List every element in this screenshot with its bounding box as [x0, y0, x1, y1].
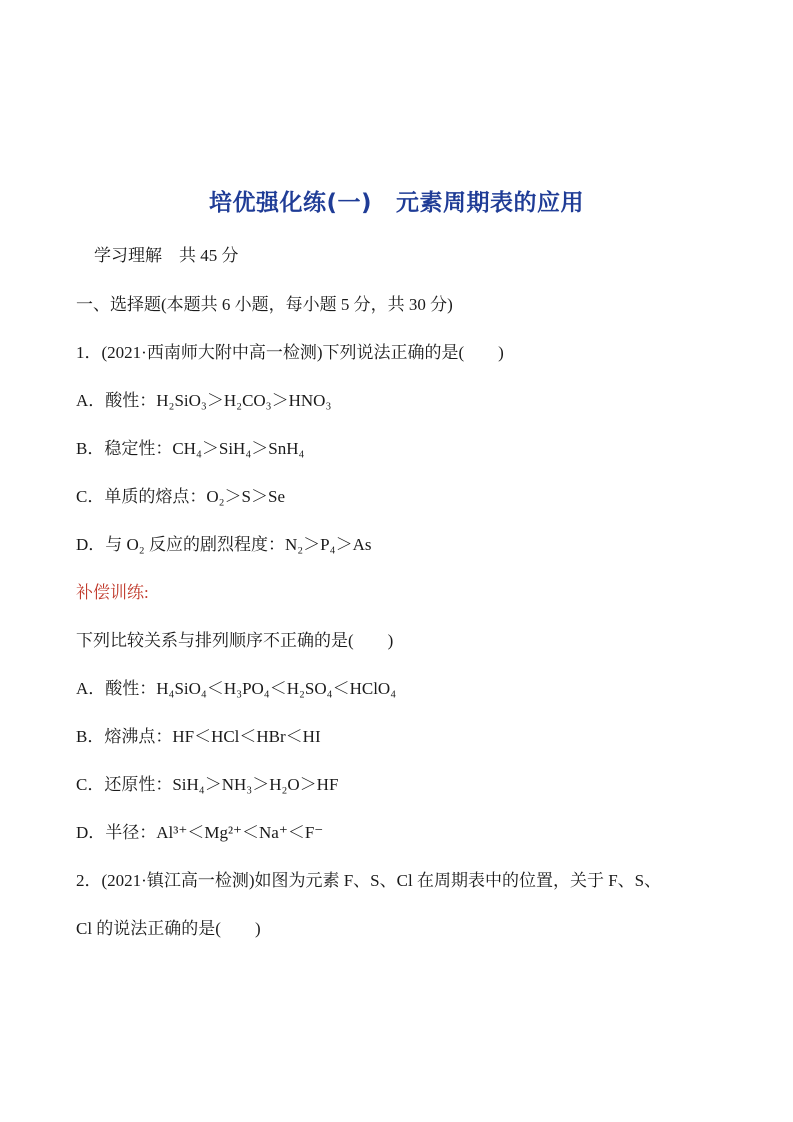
- q1-option-c: C．单质的熔点：O₂＞S＞Se: [76, 487, 285, 506]
- q2-line-1: 2．(2021·镇江高一检测)如图为元素 F、S、Cl 在周期表中的位置，关于 F、S、: [76, 871, 662, 890]
- supplement-option-a: A．酸性：H₄SiO₄＜H₃PO₄＜H₂SO₄＜HClO₄: [76, 679, 397, 698]
- title-part-1: 培优强化练(一): [208, 190, 373, 216]
- title-part-2: 元素周期表的应用: [396, 190, 585, 216]
- q1-stem: [76, 342, 504, 364]
- supplement-label: 补偿训练:: [76, 583, 149, 602]
- q2-line-2-close: ): [254, 919, 261, 938]
- supplement-option-b: B．熔沸点：HF＜HCl＜HBr＜HI: [76, 727, 321, 746]
- supplement-stem: [76, 630, 393, 652]
- q1-stem-close: ): [498, 343, 504, 362]
- q2-line-2-text: Cl 的说法正确的是(: [76, 919, 221, 938]
- q1-option-b: B．稳定性：CH₄＞SiH₄＞SnH₄: [76, 439, 305, 458]
- part-header: 一、选择题(本题共 6 小题，每小题 5 分，共 30 分): [76, 295, 453, 314]
- supplement-option-d: D．半径：Al³⁺＜Mg²⁺＜Na⁺＜F⁻: [76, 823, 324, 842]
- q1-option-d: D．与 O₂ 反应的剧烈程度：N₂＞P₄＞As: [76, 535, 372, 554]
- q1-stem-text: 1．(2021·西南师大附中高一检测)下列说法正确的是(: [76, 343, 465, 362]
- section-header: 学习理解 共 45 分: [94, 246, 239, 265]
- page-title: [0, 184, 793, 217]
- q1-option-a: A．酸性：H₂SiO₃＞H₂CO₃＞HNO₃: [76, 391, 332, 410]
- q2-line-2: [76, 918, 261, 940]
- supplement-stem-text: 下列比较关系与排列顺序不正确的是(: [76, 631, 354, 650]
- supplement-option-c: C．还原性：SiH₄＞NH₃＞H₂O＞HF: [76, 775, 339, 794]
- supplement-stem-close: ): [387, 631, 394, 650]
